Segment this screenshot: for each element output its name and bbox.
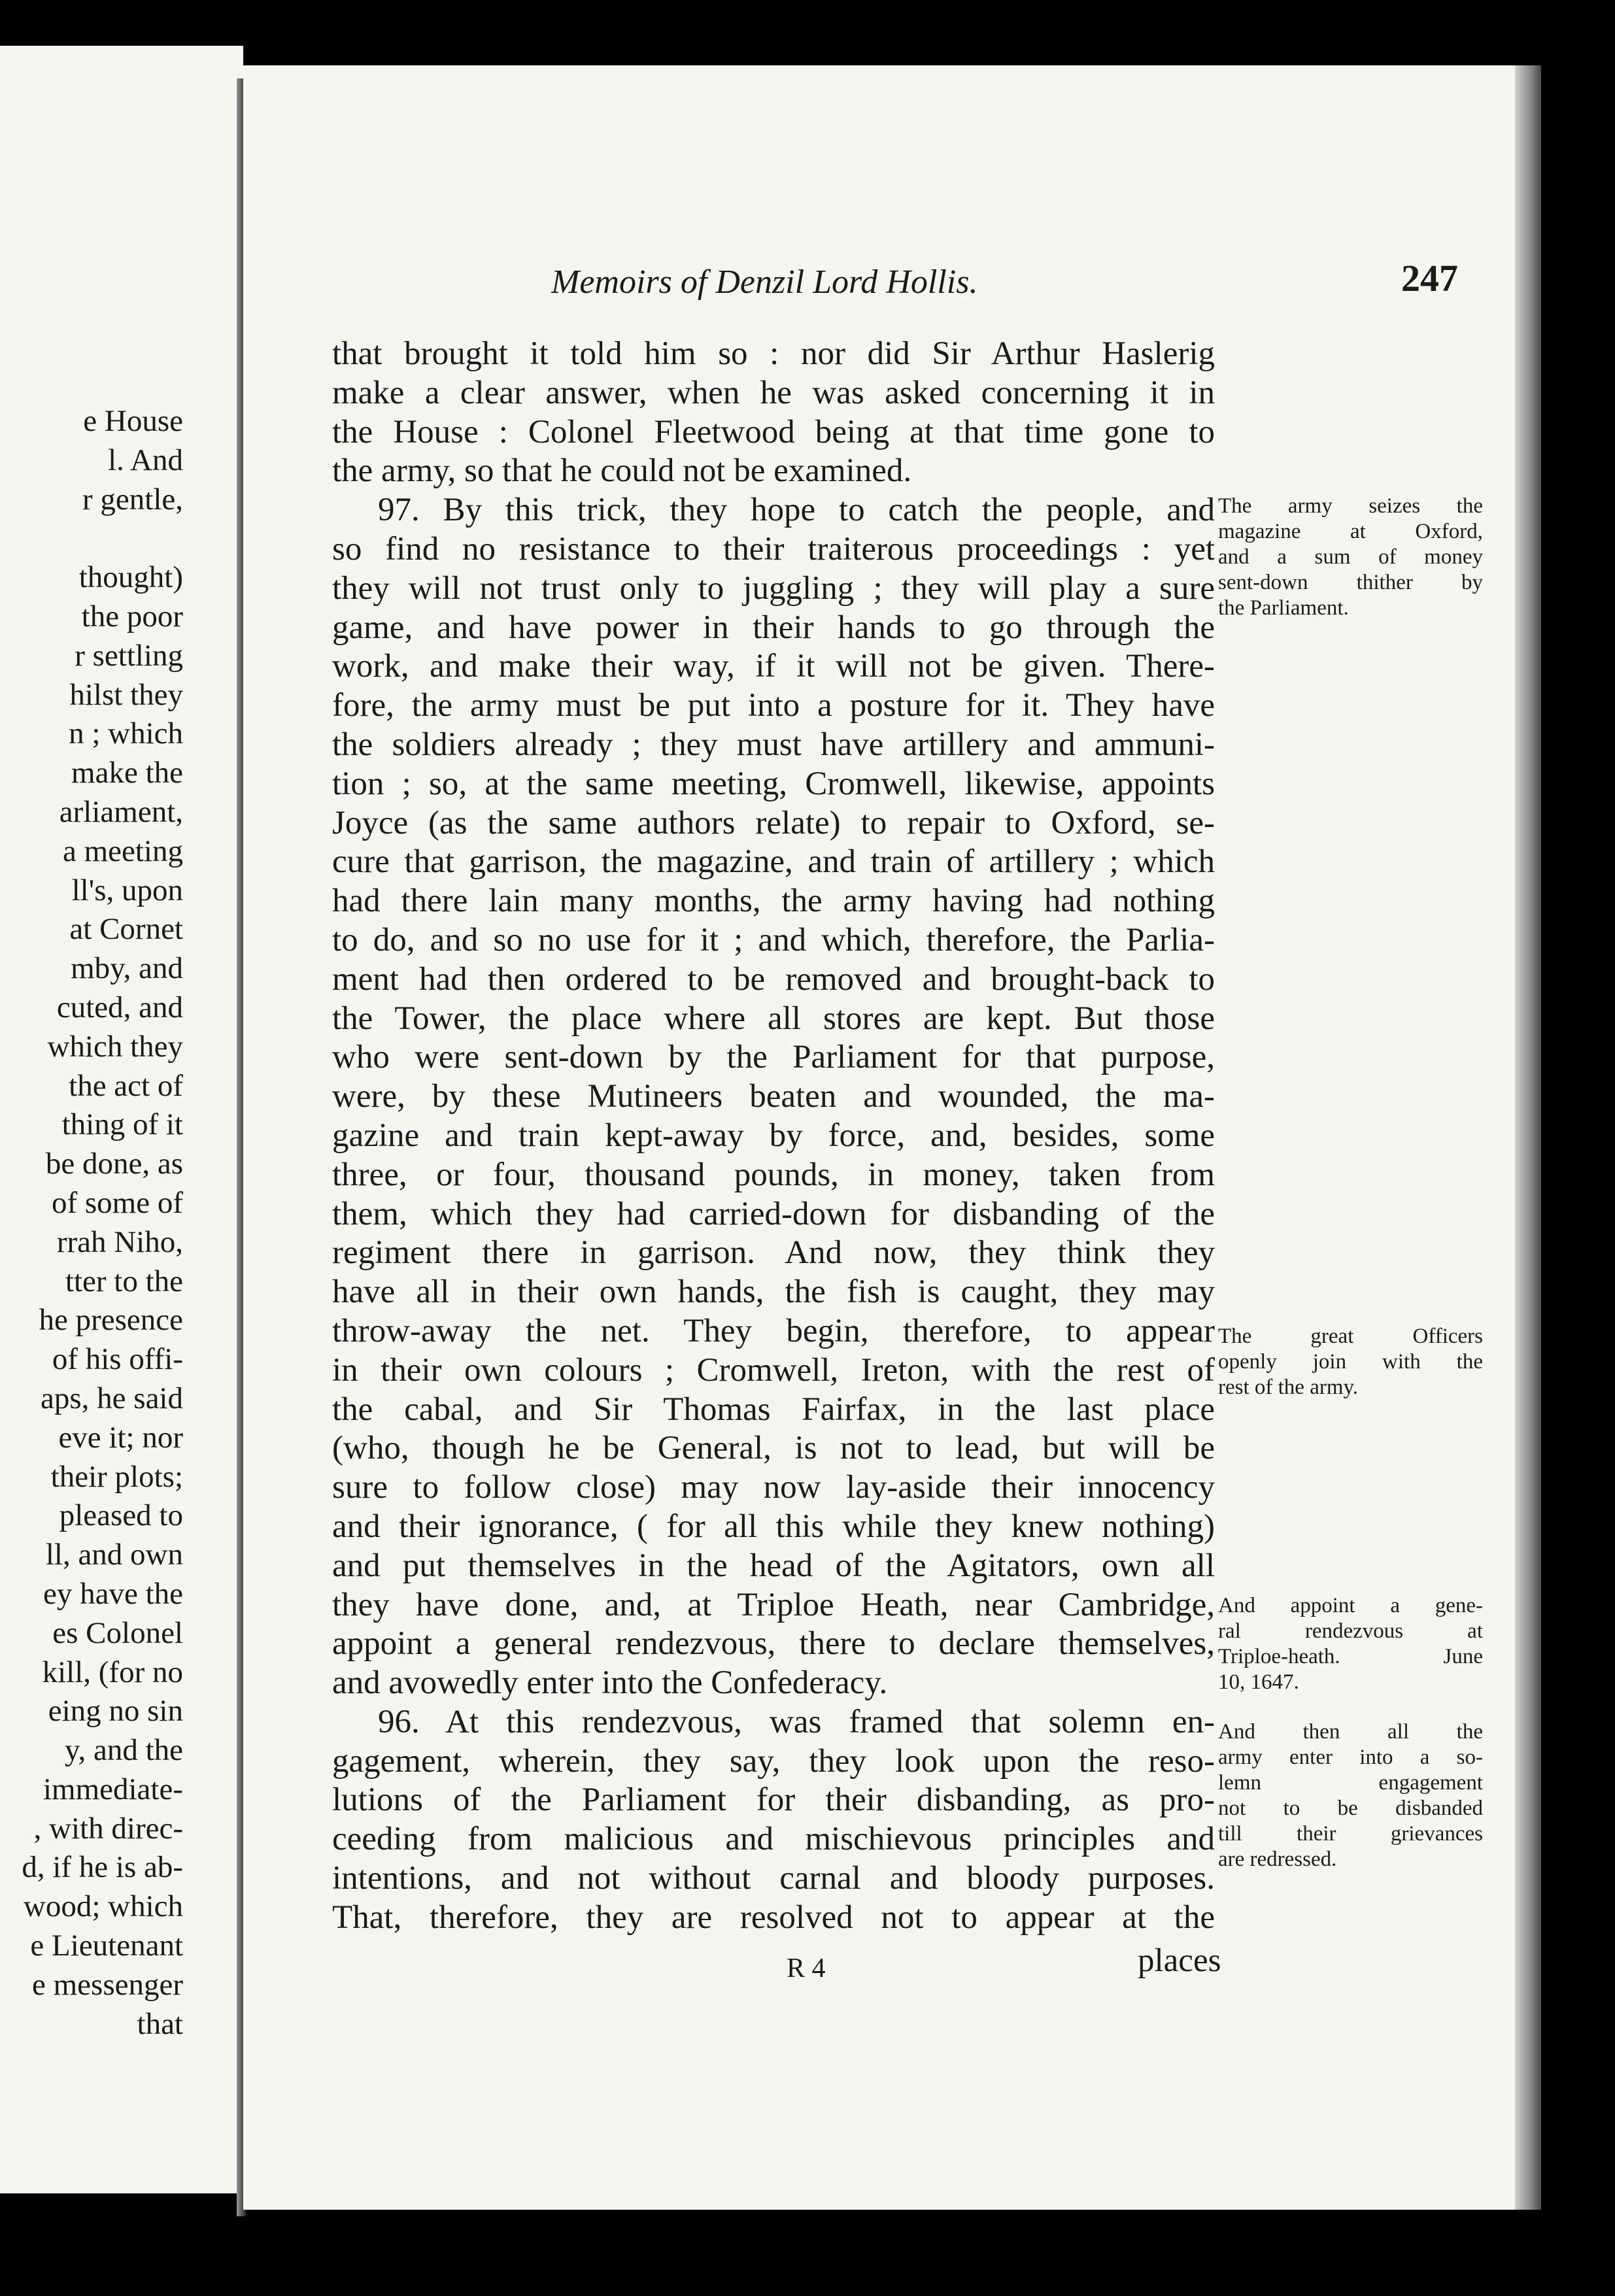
left-page-line: of some of (51, 1185, 183, 1220)
margin-note-solemn-engagement (1218, 1719, 1483, 1872)
body-line: the soldiers already ; they must have artillery and ammuni- (332, 726, 1215, 763)
body-line: who were sent-down by the Parliament for that purpose, (332, 1039, 1215, 1076)
body-line: gazine and train kept-away by force, and, besides, some (332, 1117, 1215, 1154)
body-line: they have done, and, at Triploe Heath, near Cambridge, (332, 1586, 1215, 1623)
body-line: ment had then ordered to be removed and brought-back to (332, 960, 1215, 998)
left-page-line: aps, he said (41, 1381, 183, 1415)
signature-mark: R 4 (787, 1953, 826, 1984)
left-page-line: that (137, 2006, 183, 2041)
body-line: they will not trust only to juggling ; they will play a sure (332, 569, 1215, 607)
body-line: the army, so that he could not be examined. (332, 452, 912, 490)
margin-note-line: till their grievances (1218, 1822, 1483, 1846)
left-page-line: at Cornet (69, 912, 183, 947)
body-line: 97. By this trick, they hope to catch the people, and (378, 492, 1215, 529)
left-page-line: l. And (108, 443, 183, 477)
left-page-line: he presence (39, 1303, 183, 1338)
left-page-line: kill, (for no (42, 1655, 183, 1689)
left-page-line: e Lieutenant (30, 1929, 183, 1963)
body-line: gagement, wherein, they say, they look upon the reso- (332, 1742, 1215, 1780)
left-page-line: arliament, (59, 794, 183, 829)
body-line: to do, and so no use for it ; and which, therefore, the Parlia- (332, 921, 1215, 958)
body-line: ceeding from malicious and mischievous principles and (332, 1821, 1215, 1858)
left-page-line: ll, and own (45, 1538, 183, 1572)
body-line: were, by these Mutineers beaten and wounded, the ma- (332, 1078, 1215, 1115)
body-line: game, and have power in their hands to go through the (332, 609, 1215, 646)
body-line: the House : Colonel Fleetwood being at that time gone to (332, 413, 1215, 450)
body-line: tion ; so, at the same meeting, Cromwell, likewise, appoints (332, 765, 1215, 802)
body-line: the Tower, the place where all stores are kept. But those (332, 1000, 1215, 1037)
body-line: so find no resistance to their traiterous proceedings : yet (332, 530, 1215, 567)
left-page-line: y, and the (65, 1733, 183, 1768)
body-line: Joyce (as the same authors relate) to repair to Oxford, se- (332, 804, 1215, 841)
page-edge (1515, 65, 1541, 2210)
left-page-line: ey have the (42, 1576, 183, 1611)
margin-note-army-seizes-magazine (1218, 494, 1483, 621)
left-page-line: thought) (78, 560, 183, 595)
left-page-line: eve it; nor (58, 1420, 183, 1455)
left-page-line: which they (47, 1029, 183, 1064)
body-line: regiment there in garrison. And now, they think they (332, 1234, 1215, 1272)
margin-note-line: and a sum of money (1218, 545, 1483, 569)
body-line: cure that garrison, the magazine, and train of artillery ; which (332, 843, 1215, 881)
body-line: work, and make their way, if it will not be given. There- (332, 648, 1215, 685)
body-line: fore, the army must be put into a posture for it. They have (332, 687, 1215, 724)
body-line: three, or four, thousand pounds, in money, taken from (332, 1156, 1215, 1193)
margin-note-line: rest of the army. (1218, 1376, 1359, 1399)
body-line: the cabal, and Sir Thomas Fairfax, in the last place (332, 1391, 1215, 1428)
margin-note-line: sent-down thither by (1218, 571, 1483, 594)
running-title: Memoirs of Denzil Lord Hollis. (551, 263, 978, 301)
margin-note-line: 10, 1647. (1218, 1670, 1299, 1694)
left-page-line: r settling (75, 638, 183, 673)
body-line: That, therefore, they are resolved not to appear at the (332, 1899, 1215, 1936)
left-page-line: wood; which (23, 1889, 183, 1924)
margin-note-line: The great Officers (1218, 1325, 1483, 1348)
left-page-line: cuted, and (56, 990, 183, 1024)
margin-note-general-rendezvous (1218, 1593, 1483, 1695)
left-page-line: ll's, upon (71, 873, 183, 907)
body-line: lutions of the Parliament for their disbanding, as pro- (332, 1781, 1215, 1819)
margin-note-line: lemn engagement (1218, 1771, 1483, 1795)
left-page-line: e messenger (32, 1967, 183, 2002)
body-line: and avowedly enter into the Confederacy. (332, 1664, 888, 1702)
left-page-line: pleased to (59, 1498, 183, 1533)
margin-note-line: not to be disbanded (1218, 1797, 1483, 1820)
catchword: places (1138, 1942, 1221, 1979)
left-page-line: d, if he is ab- (22, 1850, 183, 1885)
body-line: that brought it told him so : nor did Sir Arthur Haslerig (332, 335, 1215, 372)
left-page-line: tter to the (65, 1264, 183, 1298)
body-line: intentions, and not without carnal and bloody purposes. (332, 1860, 1215, 1897)
left-page-line: immediate- (42, 1772, 183, 1806)
left-page-line: be done, as (45, 1147, 183, 1181)
left-page-line: make the (71, 756, 183, 790)
body-line: 96. At this rendezvous, was framed that solemn en- (378, 1703, 1215, 1740)
body-line: sure to follow close) may now lay-aside their innocency (332, 1469, 1215, 1506)
margin-note-line: The army seizes the (1218, 494, 1483, 518)
body-line: and their ignorance, ( for all this while they knew nothing) (332, 1508, 1215, 1545)
margin-note-line: And then all the (1218, 1720, 1483, 1744)
body-line: appoint a general rendezvous, there to declare themselves, (332, 1625, 1215, 1663)
left-page-text (0, 402, 183, 2044)
left-page-line: the poor (81, 599, 183, 633)
body-line: them, which they had carried-down for disbanding of the (332, 1195, 1215, 1232)
left-page-line: of his offi- (52, 1342, 183, 1377)
body-line: throw-away the net. They begin, therefore, to appear (332, 1312, 1215, 1349)
body-line: have all in their own hands, the fish is caught, they may (332, 1274, 1215, 1311)
margin-note-line: openly join with the (1218, 1350, 1483, 1374)
body-line: (who, though he be General, is not to lead, but will be (332, 1430, 1215, 1467)
left-page-line: the act of (69, 1068, 183, 1103)
left-page-line: hilst they (69, 677, 183, 712)
body-line: make a clear answer, when he was asked concerning it in (332, 374, 1215, 411)
body-line: and put themselves in the head of the Agitators, own all (332, 1547, 1215, 1584)
left-page-line: thing of it (61, 1107, 183, 1142)
left-page-line: a meeting (62, 834, 183, 868)
margin-note-line: army enter into a so- (1218, 1746, 1483, 1769)
left-page-line: , with direc- (33, 1811, 183, 1846)
body-line: had there lain many months, the army having had nothing (332, 883, 1215, 920)
body-line: in their own colours ; Cromwell, Ireton, with the rest of (332, 1351, 1215, 1389)
margin-note-line: magazine at Oxford, (1218, 520, 1483, 543)
left-page-line: mby, and (71, 951, 183, 986)
body-text (332, 335, 1215, 1938)
left-page-line: their plots; (50, 1459, 183, 1494)
left-page-line: e House (83, 404, 183, 438)
left-page-line: rrah Niho, (56, 1224, 183, 1259)
left-page-line (0, 519, 183, 558)
left-page (0, 46, 243, 2193)
margin-note-line: And appoint a gene- (1218, 1594, 1483, 1617)
left-page-line: es Colonel (52, 1615, 183, 1650)
page-number: 247 (1401, 257, 1458, 299)
margin-note-line: ral rendezvous at (1218, 1619, 1483, 1643)
left-page-line: n ; which (69, 717, 183, 751)
left-page-line: eing no sin (48, 1694, 183, 1729)
left-page-line: r gentle, (82, 482, 183, 516)
margin-note-line: Triploe-heath. June (1218, 1645, 1483, 1668)
margin-note-line: are redressed. (1218, 1848, 1337, 1871)
margin-note-officers-join (1218, 1324, 1483, 1400)
margin-note-line: the Parliament. (1218, 596, 1349, 620)
